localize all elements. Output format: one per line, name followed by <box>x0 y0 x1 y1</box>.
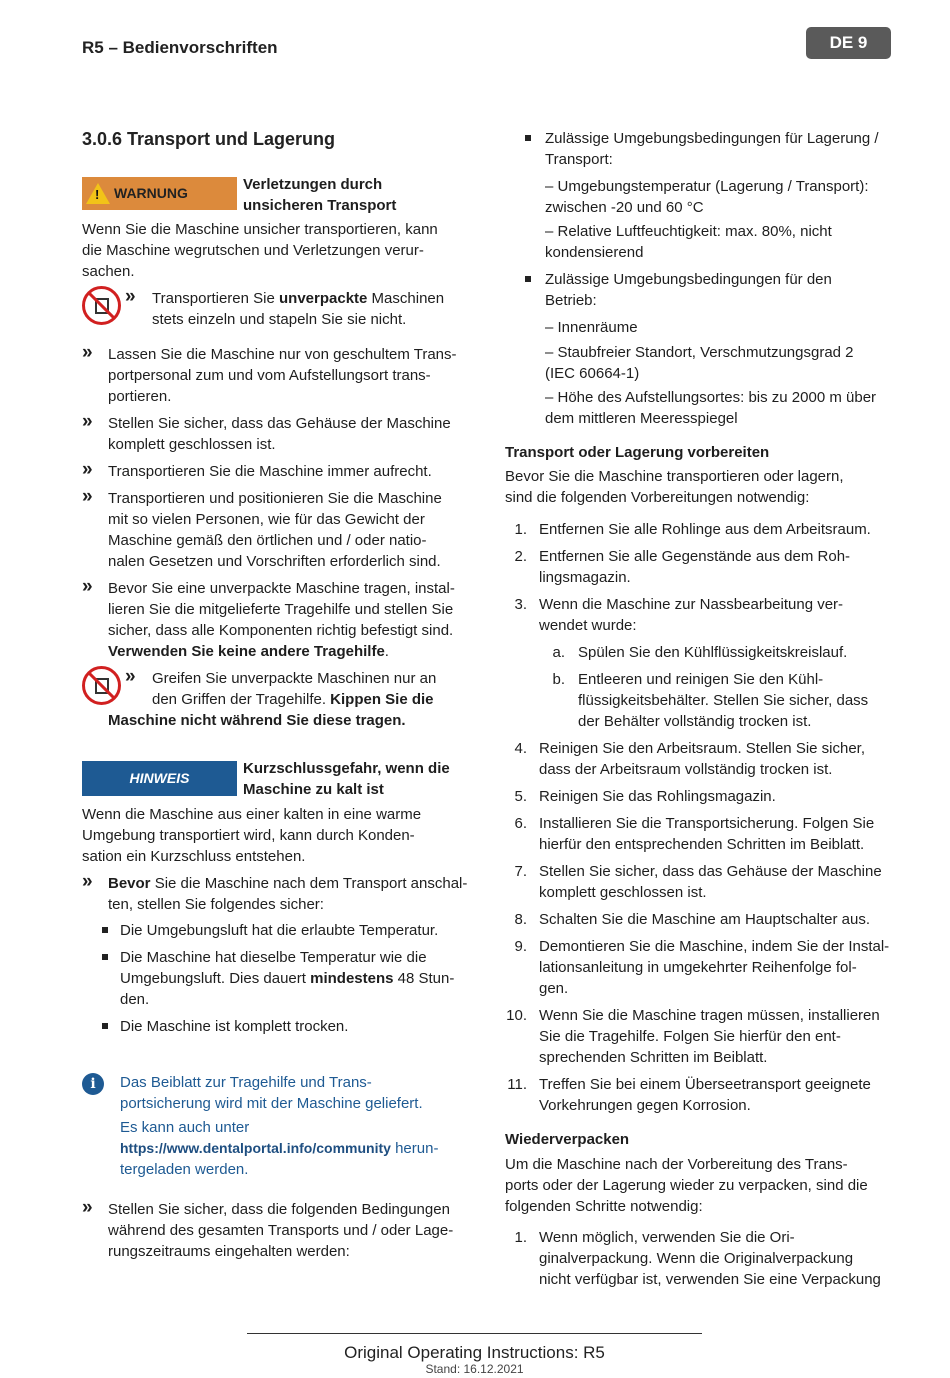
warning-text-line: Wenn Sie die Maschine unsicher transportieren, kann <box>82 221 438 238</box>
condition-sub-line: – Staubfreier Standort, Verschmutzungsgrad 2 <box>545 344 854 361</box>
list-item-line: Maschine gemäß den örtlichen und / oder natio- <box>108 532 427 549</box>
step-line: Wenn möglich, verwenden Sie die Ori- <box>539 1229 795 1246</box>
step-number: 9. <box>514 938 527 955</box>
warning-label-box <box>82 177 237 210</box>
chevron-icon: » <box>82 871 93 892</box>
step-line: Installieren Sie die Transportsicherung. Folgen Sie <box>539 815 875 832</box>
chevron-icon: » <box>82 1197 93 1218</box>
step-line: Treffen Sie bei einem Überseetransport geeignete <box>539 1076 871 1093</box>
repack-intro-line: folgenden Schritte notwendig: <box>505 1198 703 1215</box>
prep-intro-line: sind die folgenden Vorbereitungen notwendig: <box>505 489 810 506</box>
condition-sub-line: (IEC 60664-1) <box>545 365 640 382</box>
repack-intro-line: Um die Maschine nach der Vorbereitung des Trans- <box>505 1156 848 1173</box>
list-item-line: portieren. <box>108 388 172 405</box>
hint-text-line: sation ein Kurzschluss entstehen. <box>82 848 306 865</box>
step-line: Wenn Sie die Maschine tragen müssen, installieren <box>539 1007 880 1024</box>
step-line: Reinigen Sie das Rohlingsmagazin. <box>539 788 776 805</box>
chevron-icon: » <box>82 486 93 507</box>
step-number: a. <box>552 644 565 661</box>
step-line: Schalten Sie die Maschine am Hauptschalter aus. <box>539 911 871 928</box>
footer-divider <box>247 1333 702 1334</box>
chevron-icon: » <box>82 342 93 363</box>
step-number: 1. <box>514 1229 527 1246</box>
condition-sub-line: dem mittleren Meeresspiegel <box>545 410 738 427</box>
bullet-icon <box>525 276 531 282</box>
hint-text-line: Umgebung transportiert wird, kann durch Konden- <box>82 827 415 844</box>
condition-line: Transport: <box>545 151 613 168</box>
hint-step-line: Bevor Sie die Maschine nach dem Transport anschal- <box>108 875 468 892</box>
warning-instruction-line: Transportieren Sie unverpackte Maschinen <box>152 290 445 307</box>
step-number: 7. <box>514 863 527 880</box>
condition-sub-line: zwischen -20 und 60 °C <box>545 199 704 216</box>
bullet-line: Die Maschine hat dieselbe Temperatur wie die <box>120 949 427 966</box>
bullet-icon <box>102 1023 108 1029</box>
bullet-icon <box>525 135 531 141</box>
list-item-line: portpersonal zum und vom Aufstellungsort trans- <box>108 367 431 384</box>
warning-text-line: die Maschine wegrutschen und Verletzungen verur- <box>82 242 424 259</box>
step-line: lingsmagazin. <box>539 569 631 586</box>
grip-instruction-line: Greifen Sie unverpackte Maschinen nur an <box>152 670 437 687</box>
condition-line: Betrieb: <box>545 292 597 309</box>
step-line: wendet wurde: <box>539 617 637 634</box>
condition-line: Zulässige Umgebungsbedingungen für Lagerung / <box>545 130 879 147</box>
info-text-line: tergeladen werden. <box>120 1161 249 1178</box>
step-line: gen. <box>539 980 569 997</box>
footer-date: Stand: 16.12.2021 <box>425 1362 524 1376</box>
chevron-icon: » <box>82 411 93 432</box>
hint-label: HINWEIS <box>129 770 190 786</box>
list-item-line: rungszeitraums eingehalten werden: <box>108 1243 350 1260</box>
hint-label-box <box>82 761 237 796</box>
step-number: 5. <box>514 788 527 805</box>
list-item-line: mit so vielen Personen, wie für das Gewicht der <box>108 511 425 528</box>
hint-title-line-1: Kurzschlussgefahr, wenn die <box>243 760 450 777</box>
step-number: 4. <box>514 740 527 757</box>
footer-title: Original Operating Instructions: R5 <box>344 1343 605 1362</box>
condition-sub-line: – Umgebungstemperatur (Lagerung / Transport): <box>545 178 869 195</box>
step-line: komplett geschlossen ist. <box>539 884 707 901</box>
step-line: Demontieren Sie die Maschine, indem Sie der Instal- <box>539 938 890 955</box>
chevron-icon: » <box>125 666 136 687</box>
step-line: Stellen Sie sicher, dass das Gehäuse der Maschine <box>539 863 882 880</box>
list-item-line: Stellen Sie sicher, dass das Gehäuse der Maschine <box>108 415 451 432</box>
warning-label: WARNUNG <box>114 185 188 201</box>
repack-intro-line: ports oder der Lagerung wieder zu verpacken, sind die <box>505 1177 868 1194</box>
bullet-line: den. <box>120 991 150 1008</box>
step-line: hierfür den entsprechenden Schritten im Beiblatt. <box>539 836 865 853</box>
chevron-icon: » <box>125 286 136 307</box>
list-item-line: Transportieren Sie die Maschine immer aufrecht. <box>108 463 432 480</box>
bullet-icon <box>102 954 108 960</box>
step-line: ginalverpackung. Wenn die Originalverpackung <box>539 1250 854 1267</box>
step-number: 8. <box>514 911 527 928</box>
step-number: 6. <box>514 815 527 832</box>
step-line: Reinigen Sie den Arbeitsraum. Stellen Sie sicher, <box>539 740 866 757</box>
step-line: Sie die Tragehilfe. Folgen Sie hierfür den ent- <box>539 1028 841 1045</box>
list-item-line: Lassen Sie die Maschine nur von geschultem Trans- <box>108 346 457 363</box>
step-line: flüssigkeitsbehälter. Stellen Sie sicher, dass <box>578 692 869 709</box>
grip-instruction-line: Maschine nicht während Sie diese tragen. <box>108 712 406 729</box>
step-line: Vorkehrungen gegen Korrosion. <box>539 1097 751 1114</box>
list-item-line: während des gesamten Transports und / oder Lage- <box>108 1222 454 1239</box>
step-number: 3. <box>514 596 527 613</box>
hint-title-line-2: Maschine zu kalt ist <box>243 781 384 798</box>
list-item-line: komplett geschlossen ist. <box>108 436 276 453</box>
chevron-icon: » <box>82 576 93 597</box>
step-line: sprechenden Schritten im Beiblatt. <box>539 1049 768 1066</box>
step-number: 11. <box>507 1076 527 1093</box>
warning-title-line-1: Verletzungen durch <box>243 176 383 193</box>
prep-heading: Transport oder Lagerung vorbereiten <box>505 444 770 461</box>
section-title: 3.0.6 Transport und Lagerung <box>82 129 336 149</box>
bullet-line: Die Maschine ist komplett trocken. <box>120 1018 349 1035</box>
no-stacking-prohibition-icon <box>82 286 121 325</box>
dentalportal-link[interactable]: https://www.dentalportal.info/community <box>120 1140 391 1156</box>
warning-triangle-icon: ! <box>86 183 110 204</box>
list-item-line: Bevor Sie eine unverpackte Maschine tragen, instal- <box>108 580 455 597</box>
step-line: Entleeren und reinigen Sie den Kühl- <box>578 671 824 688</box>
info-icon: i <box>82 1073 104 1095</box>
info-text-line: Es kann auch unter <box>120 1119 250 1136</box>
list-item-line: lieren Sie die mitgelieferte Tragehilfe und stellen Sie <box>108 601 454 618</box>
bullet-icon <box>102 927 108 933</box>
hint-step-line: ten, stellen Sie folgendes sicher: <box>108 896 324 913</box>
step-number: 1. <box>514 521 527 538</box>
condition-line: Zulässige Umgebungsbedingungen für den <box>545 271 832 288</box>
step-line: Entfernen Sie alle Rohlinge aus dem Arbeitsraum. <box>539 521 871 538</box>
condition-sub-line: kondensierend <box>545 244 644 261</box>
prep-intro-line: Bevor Sie die Maschine transportieren oder lagern, <box>505 468 844 485</box>
info-text-line: Das Beiblatt zur Tragehilfe und Trans- <box>120 1074 372 1091</box>
step-line: nicht verfügbar ist, verwenden Sie eine Verpackung <box>539 1271 881 1288</box>
condition-sub-line: – Relative Luftfeuchtigkeit: max. 80%, nicht <box>545 223 832 240</box>
hint-text-line: Wenn die Maschine aus einer kalten in eine warme <box>82 806 422 823</box>
step-line: der Behälter vollständig trocken ist. <box>578 713 812 730</box>
chevron-icon: » <box>82 459 93 480</box>
no-tilting-prohibition-icon <box>82 666 121 705</box>
step-number: b. <box>552 671 565 688</box>
condition-sub-line: – Innenräume <box>545 319 638 336</box>
list-item-line: Verwenden Sie keine andere Tragehilfe. <box>108 643 389 660</box>
condition-sub-line: – Höhe des Aufstellungsortes: bis zu 2000 m über <box>545 389 877 406</box>
page-header-title: R5 – Bedienvorschriften <box>82 38 278 57</box>
list-item-line: Transportieren und positionieren Sie die Maschine <box>108 490 442 507</box>
step-number: 10. <box>506 1007 527 1024</box>
grip-instruction-line: den Griffen der Tragehilfe. Kippen Sie die <box>152 691 434 708</box>
step-line: Wenn die Maschine zur Nassbearbeitung ver- <box>539 596 844 613</box>
repack-heading: Wiederverpacken <box>505 1131 630 1148</box>
bullet-line: Umgebungsluft. Dies dauert mindestens 48 Stun- <box>120 970 455 987</box>
step-line: Entfernen Sie alle Gegenstände aus dem Roh- <box>539 548 851 565</box>
list-item-line: nalen Gesetzen und Vorschriften erforderlich sind. <box>108 553 441 570</box>
bullet-line: Die Umgebungsluft hat die erlaubte Temperatur. <box>120 922 439 939</box>
step-line: Spülen Sie den Kühlflüssigkeitskreislauf. <box>578 644 848 661</box>
info-text-line: portsicherung wird mit der Maschine geliefert. <box>120 1095 423 1112</box>
page-number-badge: DE 9 <box>806 27 891 59</box>
step-line: lationsanleitung in umgekehrter Reihenfolge fol- <box>539 959 857 976</box>
warning-text-line: sachen. <box>82 263 135 280</box>
list-item-line: sicher, dass alle Komponenten richtig befestigt sind. <box>108 622 454 639</box>
list-item-line: Stellen Sie sicher, dass die folgenden Bedingungen <box>108 1201 450 1218</box>
info-text-line: https://www.dentalportal.info/community herun- <box>120 1140 439 1157</box>
step-line: dass der Arbeitsraum vollständig trocken ist. <box>539 761 833 778</box>
warning-instruction-line: stets einzeln und stapeln Sie sie nicht. <box>152 311 407 328</box>
warning-title-line-2: unsicheren Transport <box>243 197 397 214</box>
step-number: 2. <box>514 548 527 565</box>
